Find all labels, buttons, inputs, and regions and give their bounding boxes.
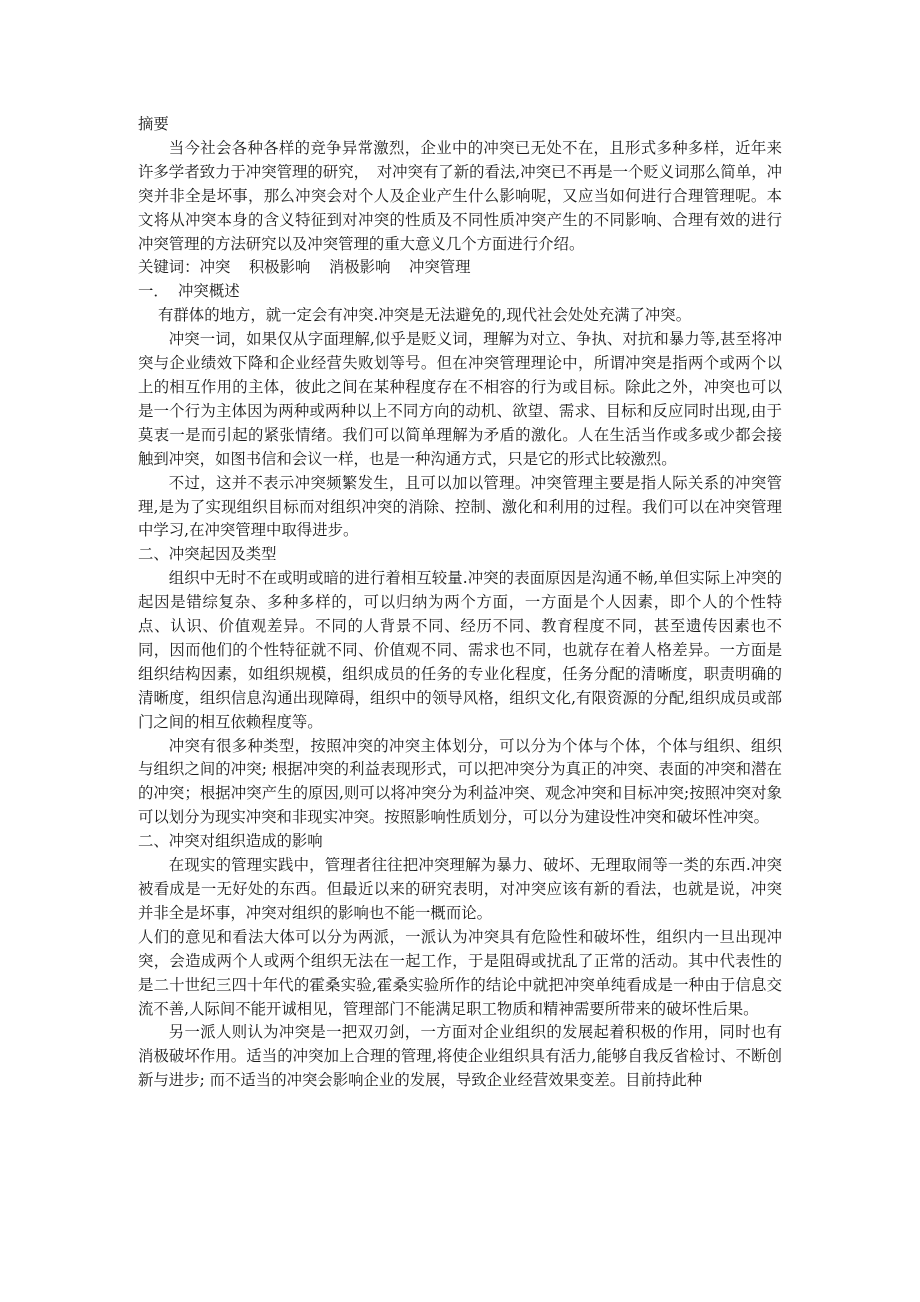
abstract-body: 当今社会各种各样的竞争异常激烈，企业中的冲突已无处不在，且形式多种多样，近年来许多学者致力于冲突管理的研究， 对冲突有了新的看法,冲突已不再是一个贬义词那么简单，冲突并非全是坏事，那么冲突会对个人及企业产生什么影响呢，又应当如何进行合理管理呢。本文将从冲突本身的含义特征到对冲突的性质及不同性质冲突产生的不同影响、合理有效的进行冲突管理的方法研究以及冲突管理的重大意义几个方面进行介绍。 — [138, 138, 782, 253]
section-title: 冲突概述 — [178, 282, 240, 301]
section-heading — [138, 280, 782, 304]
paragraph: 人们的意见和看法大体可以分为两派，一派认为冲突具有危险性和破坏性，组织内一旦出现冲突，会造成两个人或两个组织无法在一起工作，于是阻碍或扰乱了正常的活动。其中代表性的是二十世纪三四十年代的霍桑实验,霍桑实验所作的结论中就把冲突单纯看成是一种由于信息交流不善,人际间不能开诚相见，管理部门不能满足职工物质和精神需要所带来的破坏性后果。 — [138, 927, 782, 1018]
paragraph: 在现实的管理实践中，管理者往往把冲突理解为暴力、破坏、无理取闹等一类的东西.冲突被看成是一无好处的东西。但最近以来的研究表明，对冲突应该有新的看法，也就是说，冲突并非全是坏事，冲突对组织的影响也不能一概而论。 — [138, 856, 782, 922]
paragraph: 冲突一词，如果仅从字面理解,似乎是贬义词，理解为对立、争执、对抗和暴力等,甚至将冲突与企业绩效下降和企业经营失败划等号。但在冲突管理理论中，所谓冲突是指两个或两个以上的相互作用的主体，彼此之间在某种程度存在不相容的行为或目标。除此之外，冲突也可以是一个行为主体因为两种或两种以上不同方向的动机、欲望、需求、目标和反应同时出现,由于莫衷一是而引起的紧张情绪。我们可以简单理解为矛盾的激化。人在生活当作或多或少都会接触到冲突，如图书信和会议一样，也是一种沟通方式，只是它的形式比较激烈。 — [138, 330, 782, 468]
document-page — [138, 113, 782, 1093]
keyword: 冲突 — [199, 258, 231, 277]
keywords-line — [138, 256, 782, 280]
section-heading: 二、冲突起因及类型 — [138, 545, 277, 564]
paragraph: 另一派人则认为冲突是一把双刃剑，一方面对企业组织的发展起着积极的作用，同时也有消极破坏作用。适当的冲突加上合理的管理,将使企业组织具有活力,能够自我反省检讨、不断创新与进步; 而不适当的冲突会影响企业的发展，导致企业经营效果变差。目前持此种 — [138, 1023, 782, 1090]
paragraph: 不过，这并不表示冲突频繁发生，且可以加以管理。冲突管理主要是指人际关系的冲突管理,是为了实现组织目标而对组织冲突的消除、控制、激化和利用的过程。我们可以在冲突管理中学习,在冲突管理中取得进步。 — [138, 473, 782, 540]
keyword: 积极影响 — [248, 258, 311, 277]
keywords-label: 关键词： — [138, 258, 200, 277]
keyword: 消极影响 — [328, 258, 391, 277]
section-heading: 二、冲突对组织造成的影响 — [138, 832, 323, 851]
paragraph: 有群体的地方，就一定会有冲突.冲突是无法避免的,现代社会处处充满了冲突。 — [158, 306, 692, 325]
section-number: 一． — [138, 282, 169, 301]
keyword: 冲突管理 — [408, 258, 471, 277]
abstract-title: 摘要 — [138, 115, 169, 133]
paragraph: 冲突有很多种类型，按照冲突的冲突主体划分，可以分为个体与个体，个体与组织、组织与组织之间的冲突; 根据冲突的利益表现形式，可以把冲突分为真正的冲突、表面的冲突和潜在的冲突；根据冲突产生的原因,则可以将冲突分为利益冲突、观念冲突和目标冲突;按照冲突对象可以划分为现实冲突和非现实冲突。按照影响性质划分，可以分为建设性冲突和破坏性冲突。 — [138, 736, 782, 827]
paragraph: 组织中无时不在或明或暗的进行着相互较量.冲突的表面原因是沟通不畅,单但实际上冲突的起因是错综复杂、多种多样的，可以归纳为两个方面，一方面是个人因素，即个人的个性特点、认识、价值观差异。不同的人背景不同、经历不同、教育程度不同，甚至遗传因素也不同，因而他们的个性特征就不同、价值观不同、需求也不同，也就存在着人格差异。一方面是组织结构因素，如组织规模，组织成员的任务的专业化程度，任务分配的清晰度，职责明确的清晰度，组织信息沟通出现障碍，组织中的领导风格，组织文化,有限资源的分配,组织成员或部门之间的相互依赖程度等。 — [138, 569, 782, 731]
